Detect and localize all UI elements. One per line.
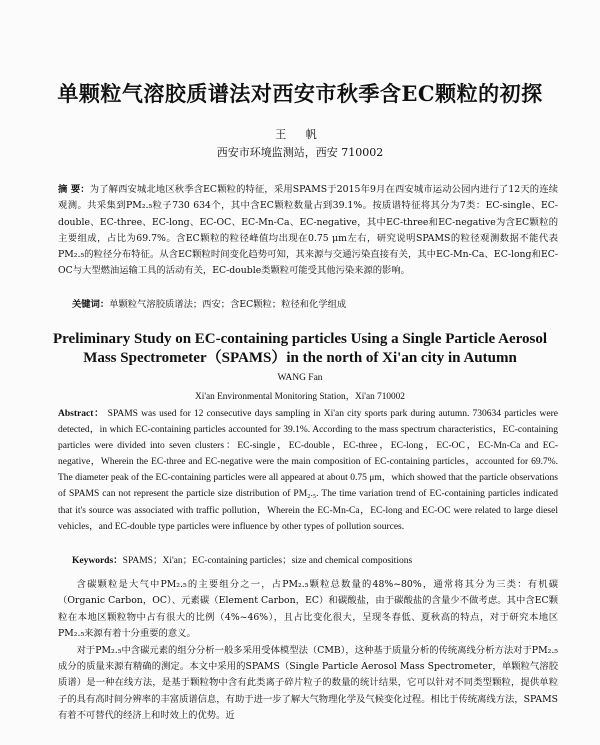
english-abstract	[58, 406, 558, 535]
english-author: WANG Fan	[277, 373, 323, 383]
chinese-abstract	[58, 182, 558, 280]
chinese-title: 单颗粒气溶胶质谱法对西安市秋季含EC颗粒的初探	[57, 81, 543, 106]
english-keywords-text: SPAMS；Xi'an；EC-containing particles；size and chemical compositions	[122, 556, 413, 566]
chinese-keywords-text: 单颗粒气溶胶质谱法；西安；含EC颗粒；粒径和化学组成	[109, 299, 347, 310]
english-abstract-label: Abstract：	[58, 409, 105, 419]
chinese-abstract-label: 摘 要：	[58, 184, 90, 195]
english-keywords	[72, 552, 558, 566]
english-keywords-label: Keywords：	[72, 556, 123, 566]
english-affiliation: Xi'an Environmental Monitoring Station，Xi'an 710002	[195, 392, 405, 402]
body-paragraph-1: 含碳颗粒是大气中PM₂.₅的主要组分之一，占PM₂.₅颗粒总数量的48%~80%，通常将其分为三类：有机碳（Organic Carbon，OC）、元素碳（Element Carbon，EC）和碳酸盐，由于碳酸盐的含量少不做考虑。其中含EC颗粒在本地区颗粒物中占有很大的比例（4%~46%），且占比变化很大，呈现冬春低、夏秋高的特点，对于研究本地区PM₂.₅来源有着十分重要的意义。	[58, 579, 558, 640]
chinese-affiliation: 西安市环境监测站，西安 710002	[216, 146, 384, 159]
chinese-keywords	[72, 296, 558, 310]
chinese-abstract-text: 为了解西安城北地区秋季含EC颗粒的特征，采用SPAMS于2015年9月在西安城市运动公园内进行了12天的连续观测。共采集到PM₂.₅粒子730 634个，其中含EC颗粒数量占到39.1%。按质谱特征将其分为7类：EC-single、EC-double、EC-three、EC-long、EC-OC、EC-Mn-Ca、EC-negative，其中EC-three和EC-negative为含EC颗粒的主要组成，占比为69.7%。含EC颗粒的粒径峰值均出现在0.75 μm左右，研究说明SPAMS的粒径观测数据不能代表PM₂.₅的粒径分布特征。从含EC颗粒时间变化趋势可知，其来源与交通污染直接有关，其中EC-Mn-Ca、EC-long和EC-OC与大型燃油运输工具的活动有关，EC-double类颗粒可能受其他污染来源的影响。	[58, 184, 558, 277]
english-title: Preliminary Study on EC-containing particles Using a Single Particle Aerosol Mass Spectrometer（SPAMS）in the north of Xi'an city in Autumn	[52, 331, 548, 366]
body-paragraph-2: 对于PM₂.₅中含碳元素的组分分析一般多采用受体模型法（CMB），这种基于质量分析的传统离线分析方法对于PM₂.₅成分的质量来源有精确的测定。本文中采用的SPAMS（Single Particle Aerosol Mass Spectrometer，单颗粒气溶胶质谱）是一种在线方法，是基于颗粒物中含有此类离子碎片粒子的数量的统计结果，它可以针对不同类型颗粒，提供单粒子的具有高时间分辨率的丰富质谱信息，有助于进一步了解大气物理化学及气候变化过程。相比于传统离线方法，SPAMS有着不可替代的经济上和时效上的优势。近	[58, 644, 558, 722]
chinese-author: 王 帆	[275, 128, 325, 141]
english-abstract-text: SPAMS was used for 12 consecutive days sampling in Xi'an city sports park during autumn. 730634 particles were detected，in which EC-containing particles accounted for 39.1%. According to the mass spectrum characteristics，EC-containing particles were divided into seven clusters：EC-single，EC-double，EC-three，EC-long，EC-OC，EC-Mn-Ca and EC-negative，Wherein the EC-three and EC-negative were the main composition of EC-containing particles，accounted for 69.7%. The diameter peak of the EC-containing particles were all appeared at about 0.75 μm，which showed that the particle observations of SPAMS can not represent the particle size distribution of PM₂.₅. The time variation trend of EC-containing particles indicated that it's source was associated with traffic pollution，Wherein the EC-Mn-Ca，EC-long and EC-OC were related to large diesel vehicles，and EC-double type particles were influence by other types of pollution sources.	[58, 409, 559, 532]
body-text	[58, 577, 558, 725]
chinese-keywords-label: 关键词：	[72, 299, 110, 310]
